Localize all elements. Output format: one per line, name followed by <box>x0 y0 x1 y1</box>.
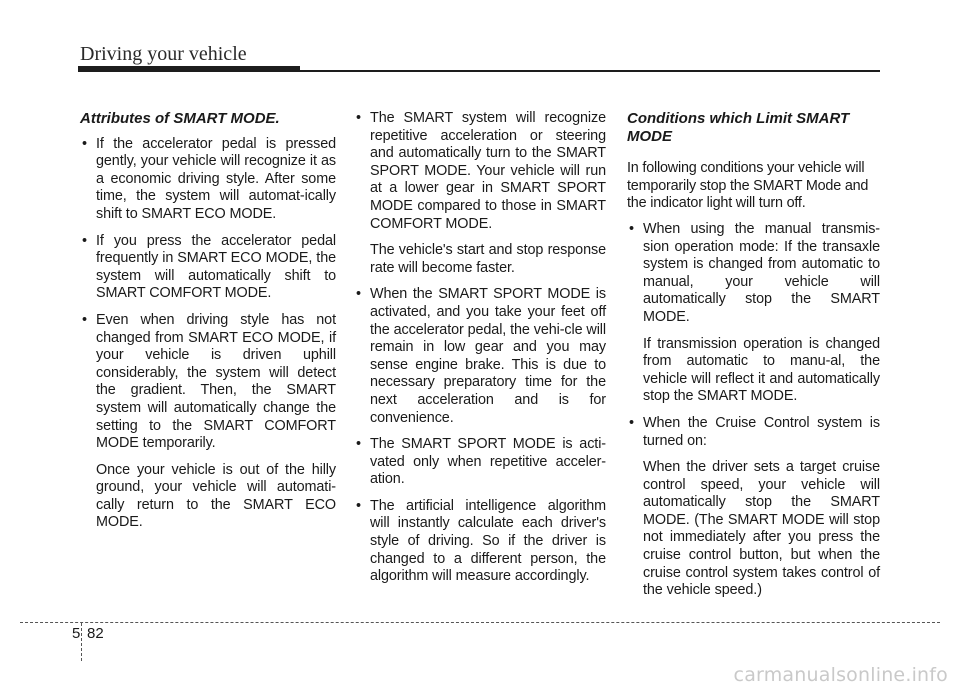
item-text: • When using the manual transmis-sion operation mode: If the transaxle system is changed from automatic to manual, your vehicle will automatically stop the SMART MODE. <box>643 220 880 325</box>
header-rule <box>300 70 880 72</box>
chapter-number: 5 <box>72 625 81 642</box>
list-item <box>627 415 880 600</box>
list-item <box>627 221 880 406</box>
column-1 <box>80 110 336 541</box>
item-text: • The artificial intelligence algorithm will instantly calculate each driver's style of driving. So if the driver is changed to a different person, the algorithm will measure accordingly. <box>370 497 606 585</box>
footer-rule <box>20 622 940 623</box>
bullet-list <box>627 221 880 600</box>
item-text: • If the accelerator pedal is pressed gently, your vehicle will recognize it as a economic driving style. After some time, the system will automat-ically shift to SMART ECO MODE. <box>96 135 336 222</box>
item-text: • Even when driving style has not changed from SMART ECO MODE, if your vehicle is driven uphill considerably, the system will detect the gradient. Then, the SMART system will automatically change the setting to the SMART COMFORT MODE temporarily. <box>96 311 336 452</box>
item-text: • The SMART system will recognize repetitive acceleration or steering and automatically turn to the SMART SPORT MODE. Your vehicle will run at a lower gear in SMART SPORT MODE compared to those in SMART COMFORT MODE. <box>370 110 606 232</box>
watermark: carmanualsonline.info <box>733 664 948 686</box>
list-item <box>80 312 336 532</box>
section-title-attributes: Attributes of SMART MODE. <box>80 110 280 127</box>
list-item <box>354 286 606 427</box>
item-text: • When the SMART SPORT MODE is activated, and you take your feet off the accelerator pedal, the vehi-cle will remain in low gear and you may sense engine brake. This is due to necessary preparatory time for the next acceleration and is for convenience. <box>370 286 606 426</box>
item-continuation: Once your vehicle is out of the hilly ground, your vehicle will automati-cally return to the SMART ECO MODE. <box>96 461 336 531</box>
page-header-title: Driving your vehicle <box>80 43 247 65</box>
list-item <box>354 498 606 586</box>
bullet-list <box>80 136 336 532</box>
item-text: • When the Cruise Control system is turned on: <box>643 414 880 449</box>
bullet-list <box>354 110 606 586</box>
column-3 <box>627 110 880 609</box>
page-number: 82 <box>87 625 104 642</box>
item-continuation: If transmission operation is changed from automatic to manu-al, the vehicle will reflect it and automatically stop the SMART MODE. <box>643 335 880 405</box>
column-2 <box>354 110 606 595</box>
footer-divider <box>81 623 82 661</box>
item-text: • If you press the accelerator pedal frequently in SMART ECO MODE, the system will automatically shift to SMART COMFORT MODE. <box>96 232 336 302</box>
item-continuation: When the driver sets a target cruise control speed, your vehicle will automatically stop the SMART MODE. (The SMART MODE will stop not immediately after you press the cruise control button, but when the cruise control system takes control of the vehicle speed.) <box>643 459 880 599</box>
list-item <box>354 110 606 277</box>
list-item <box>80 233 336 303</box>
item-text: • The SMART SPORT MODE is acti-vated only when repetitive acceler-ation. <box>370 436 606 488</box>
section-intro: In following conditions your vehicle will temporarily stop the SMART Mode and the indicator light will turn off. <box>627 160 869 212</box>
section-title-conditions: Conditions which Limit SMART MODE <box>627 110 850 145</box>
list-item <box>354 436 606 489</box>
item-continuation: The vehicle's start and stop response rate will become faster. <box>370 242 606 276</box>
header-accent-bar <box>78 66 300 72</box>
list-item <box>80 136 336 224</box>
